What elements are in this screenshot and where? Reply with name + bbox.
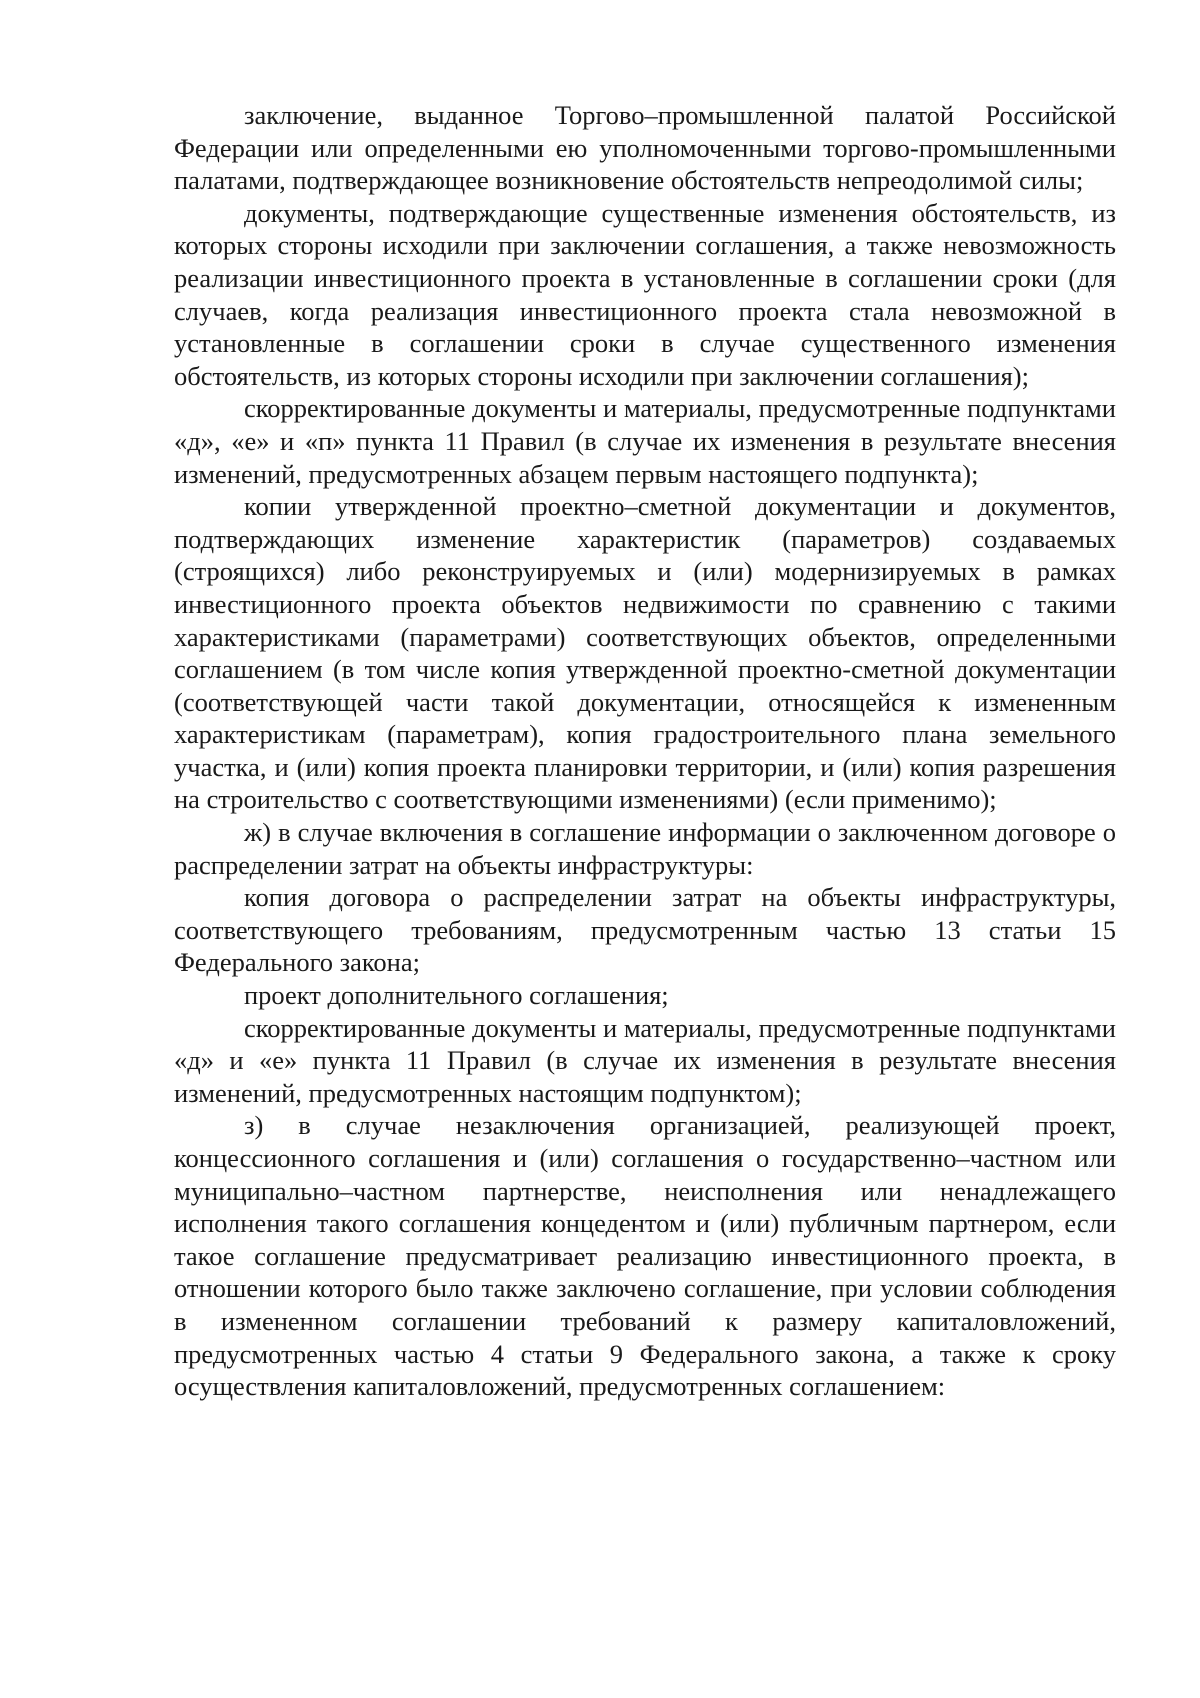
paragraph-corrected-materials-d-e: скорректированные документы и материалы, предусмотренные подпунктами «д» и «е» пункта 11 Правил (в случае их изменения в результате внесения изменений, предусмотренных настоящим подпунктом);	[174, 1012, 1116, 1108]
paragraph-corrected-materials-d-e-p: скорректированные документы и материалы, предусмотренные подпунктами «д», «е» и «п» пункта 11 Правил (в случае их изменения в результате внесения изменений, предусмотренных абзацем первым настоящего подпункта);	[174, 393, 1116, 489]
document-body	[174, 99, 1116, 1403]
paragraph-force-majeure-conclusion: заключение, выданное Торгово–промышленной палатой Российской Федерации или определенными ею уполномоченными торгово-промышленными палатами, подтверждающее возникновение обстоятельств непреодолимой силы;	[174, 100, 1116, 196]
paragraph-item-zh: ж) в случае включения в соглашение информации о заключенном договоре о распределении затрат на объекты инфраструктуры:	[174, 817, 1116, 880]
paragraph-cost-allocation-contract: копия договора о распределении затрат на объекты инфраструктуры, соответствующего требованиям, предусмотренным частью 13 статьи 15 Федерального закона;	[174, 882, 1116, 978]
paragraph-item-z: з) в случае незаключения организацией, реализующей проект, концессионного соглашения и (или) соглашения о государственно–частном или муниципально–частном партнерстве, неисполнения или ненадлежащего исполнения такого соглашения концедентом и (или) публичным партнером, если такое соглашение предусматривает реализацию инвестиционного проекта, в отношении которого было также заключено соглашение, при условии соблюдения в измененном соглашении требований к размеру капиталовложений, предусмотренных частью 4 статьи 9 Федерального закона, а также к сроку осуществления капиталовложений, предусмотренных соглашением:	[174, 1110, 1116, 1402]
paragraph-draft-supplementary-agreement: проект дополнительного соглашения;	[244, 980, 669, 1011]
paragraph-changed-circumstances-documents: документы, подтверждающие существенные изменения обстоятельств, из которых стороны исходили при заключении соглашения, а также невозможность реализации инвестиционного проекта в установленные в соглашении сроки (для случаев, когда реализация инвестиционного проекта стала невозможной в установленные в соглашении сроки в случае существенного изменения обстоятельств, из которых стороны исходили при заключении соглашения);	[174, 197, 1116, 391]
paragraph-design-estimate-copies: копии утвержденной проектно–сметной документации и документов, подтверждающих изменение характеристик (параметров) создаваемых (строящихся) либо реконструируемых и (или) модернизируемых в рамках инвестиционного проекта объектов недвижимости по сравнению с такими характеристиками (параметрами) соответствующих объектов, определенными соглашением (в том числе копия утвержденной проектно-сметной документации (соответствующей части такой документации, относящейся к измененным характеристикам (параметрам), копия градостроительного плана земельного участка, и (или) копия проекта планировки территории, и (или) копия разрешения на строительство с соответствующими изменениями) (если применимо);	[174, 491, 1116, 815]
